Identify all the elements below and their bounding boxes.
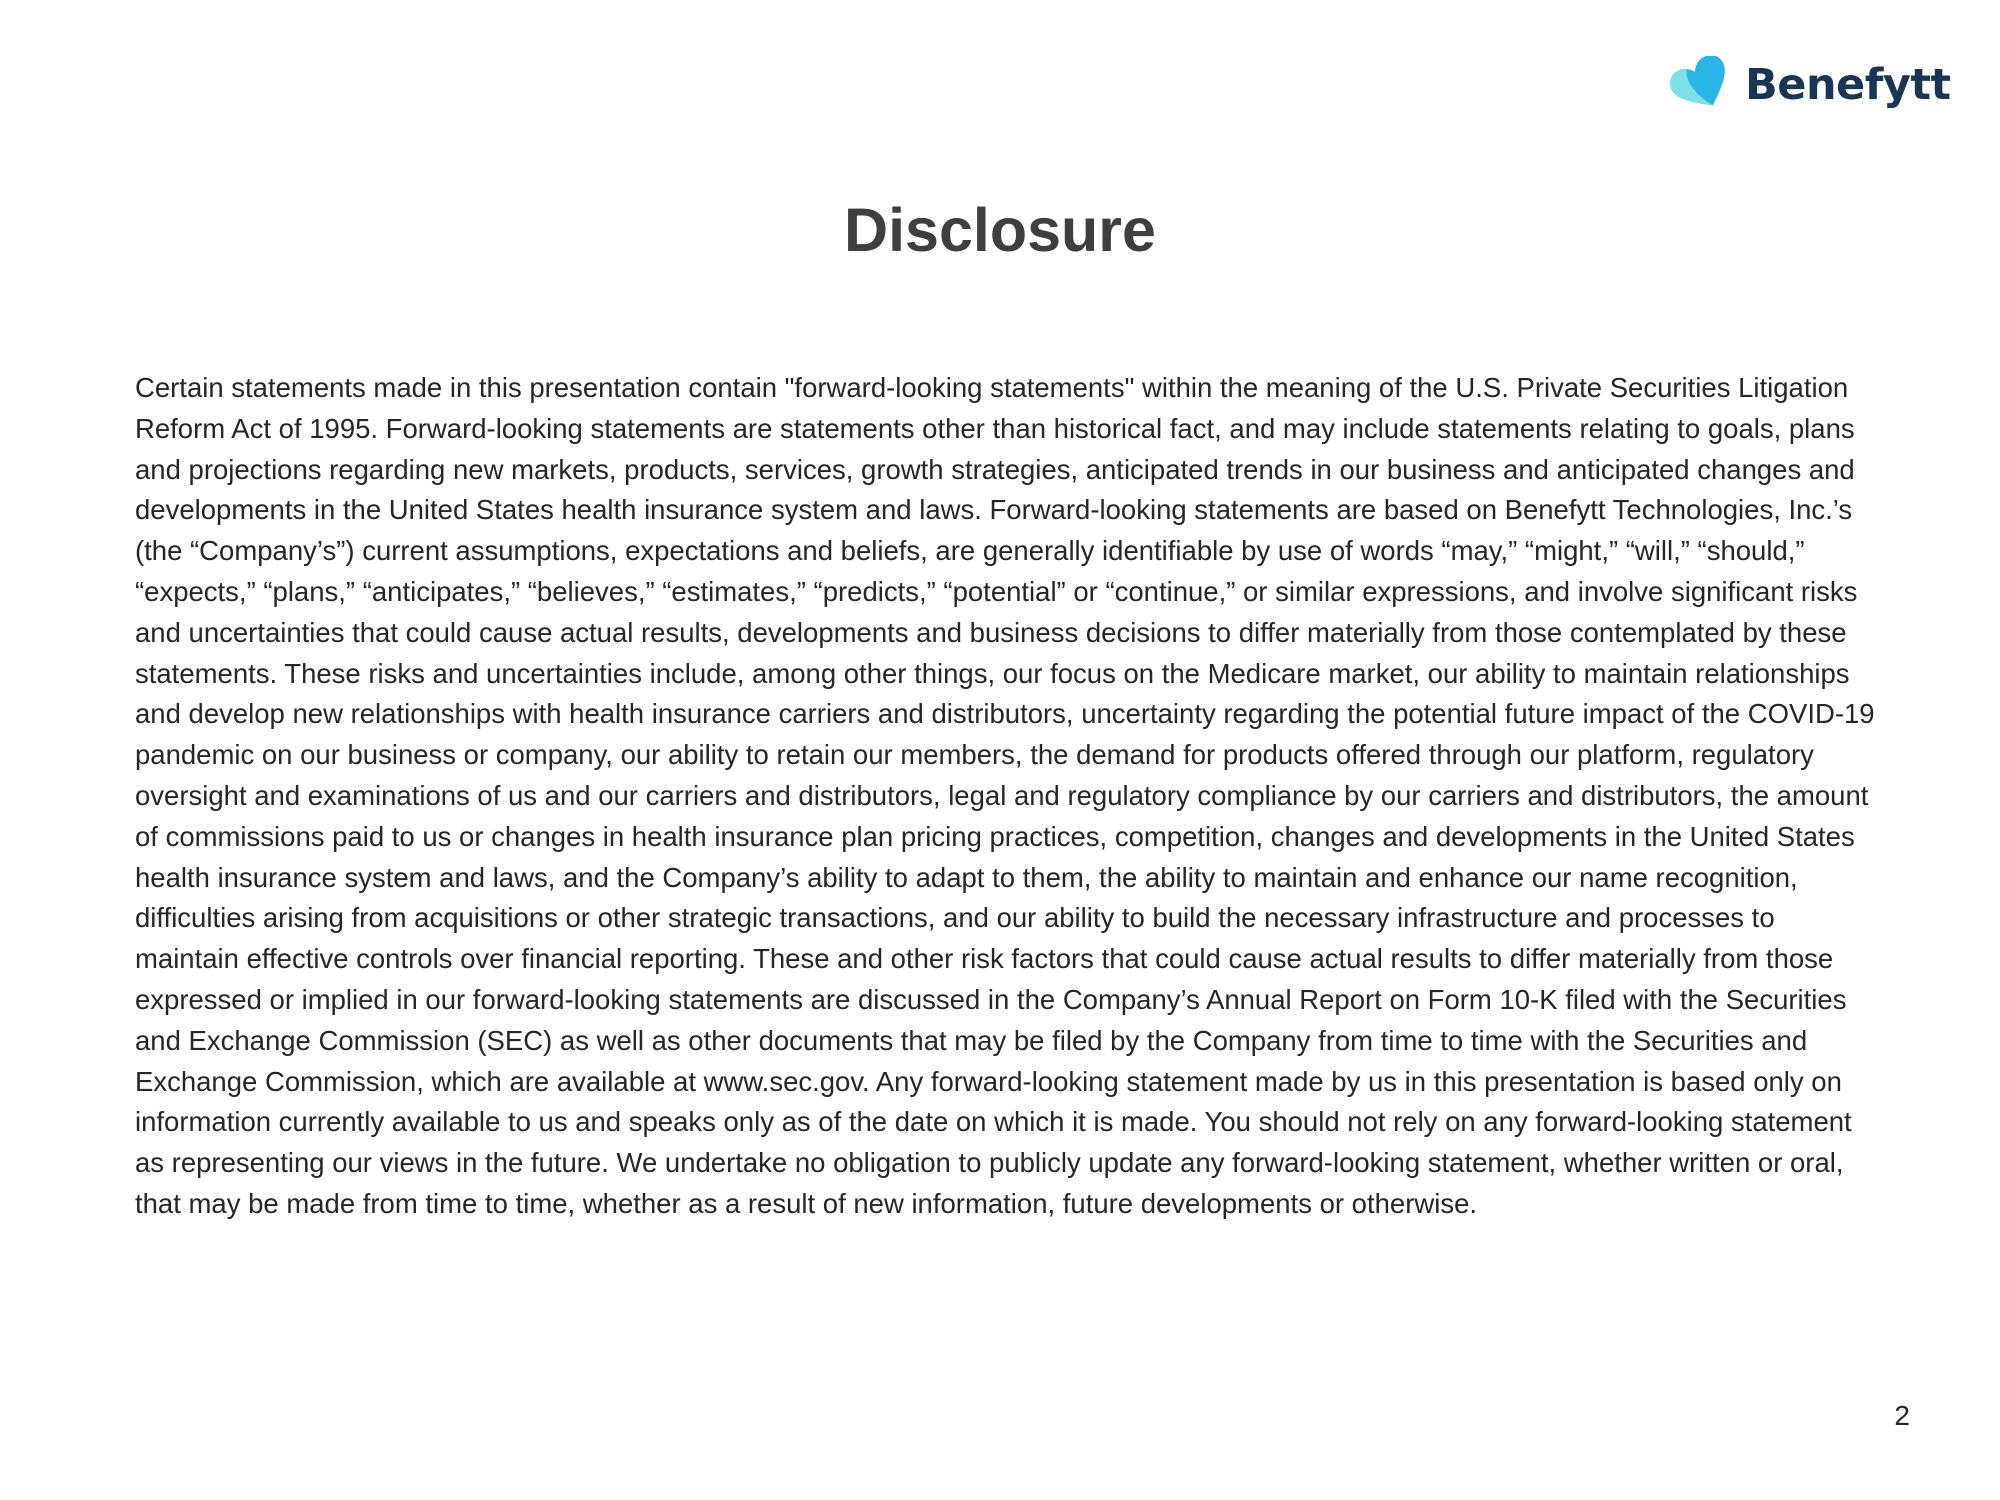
page-title: Disclosure: [844, 196, 1156, 264]
brand-logo: [1665, 56, 1951, 114]
logo-wordmark: Benefytt: [1745, 59, 1951, 110]
heart-icon: [1665, 56, 1739, 114]
page-number: 2: [1894, 1400, 1910, 1431]
disclosure-paragraph: Certain statements made in this presentation contain "forward-looking statements" within the meaning of the U.S. Private Securities Litigation Reform Act of 1995. Forward-looking statements are statements other than historical fact, and may include statements relating to goals, plans and projections regarding new markets, products, services, growth strategies, anticipated trends in our business and anticipated changes and developments in the United States health insurance system and laws. Forward-looking statements are based on Benefytt Technologies, Inc.’s (the “Company’s”) current assumptions, expectations and beliefs, are generally identifiable by use of words “may,” “might,” “will,” “should,” “expects,” “plans,” “anticipates,” “believes,” “estimates,” “predicts,” “potential” or “continue,” or similar expressions, and involve significant risks and uncertainties that could cause actual results, developments and business decisions to differ materially from those contemplated by these statements. These risks and uncertainties include, among other things, our focus on the Medicare market, our ability to maintain relationships and develop new relationships with health insurance carriers and distributors, uncertainty regarding the potential future impact of the COVID-19 pandemic on our business or company, our ability to retain our members, the demand for products offered through our platform, regulatory oversight and examinations of us and our carriers and distributors, legal and regulatory compliance by our carriers and distributors, the amount of commissions paid to us or changes in health insurance plan pricing practices, competition, changes and developments in the United States health insurance system and laws, and the Company’s ability to adapt to them, the ability to maintain and enhance our name recognition, difficulties arising from acquisitions or other strategic transactions, and our ability to build the necessary infrastructure and processes to maintain effective controls over financial reporting. These and other risk factors that could cause actual results to differ materially from those expressed or implied in our forward-looking statements are discussed in the Company’s Annual Report on Form 10-K filed with the Securities and Exchange Commission (SEC) as well as other documents that may be filed by the Company from time to time with the Securities and Exchange Commission, which are available at www.sec.gov. Any forward-looking statement made by us in this presentation is based only on information currently available to us and speaks only as of the date on which it is made. You should not rely on any forward-looking statement as representing our views in the future. We undertake no obligation to publicly update any forward-looking statement, whether written or oral, that may be made from time to time, whether as a result of new information, future developments or otherwise.: [135, 372, 1875, 1219]
